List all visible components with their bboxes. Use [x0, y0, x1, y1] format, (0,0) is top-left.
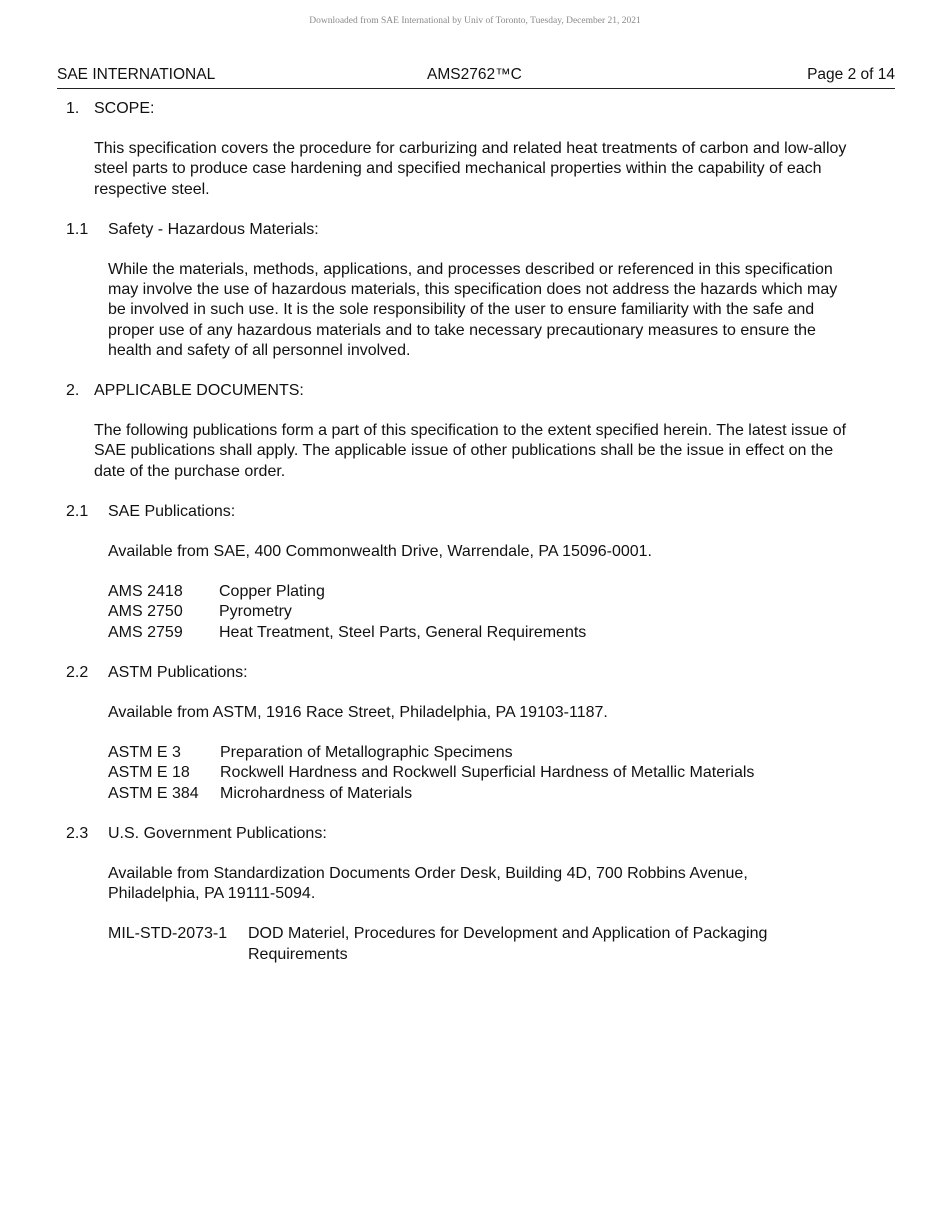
- reference-item: [108, 743, 950, 763]
- applicable-documents-paragraph: The following publications form a part of this specification to the extent specified herein. The latest issue of SAE publications shall apply. The applicable issue of other publications shall be the issue in effect on the date of the purchase order.: [94, 422, 847, 480]
- header-document-id: AMS2762™C: [427, 66, 522, 83]
- scope-paragraph: This specification covers the procedure for carburizing and related heat treatments of carbon and low-alloy steel parts to produce case hardening and specified mechanical properties within the capability of each respective steel.: [94, 140, 847, 198]
- astm-reference-list: [108, 743, 950, 804]
- reference-title: Heat Treatment, Steel Parts, General Requirements: [219, 623, 587, 641]
- safety-paragraph: While the materials, methods, applications, and processes described or referenced in this specification may involve the use of hazardous materials, this specification does not address the hazards which may be involved in such use. It is the sole responsibility of the user to ensure familiarity with the safe and proper use of any hazardous materials and to take necessary precautionary measures to ensure the health and safety of all personnel involved.: [108, 261, 838, 359]
- reference-title: Copper Plating: [219, 583, 325, 601]
- reference-title: Microhardness of Materials: [220, 784, 413, 802]
- government-reference-list: [108, 924, 950, 964]
- reference-item: [108, 784, 950, 804]
- section-heading-government-publications: [0, 824, 950, 844]
- section-number: 2.1: [66, 502, 89, 520]
- reference-title: Preparation of Metallographic Specimens: [220, 744, 513, 762]
- reference-code: ASTM E 18: [108, 764, 190, 782]
- sae-availability: Available from SAE, 400 Commonwealth Drive, Warrendale, PA 15096-0001.: [108, 543, 652, 561]
- reference-item: [108, 924, 950, 964]
- section-title: APPLICABLE DOCUMENTS:: [94, 382, 304, 400]
- section-number: 2.3: [66, 824, 89, 842]
- download-watermark: Downloaded from SAE International by Univ of Toronto, Tuesday, December 21, 2021: [309, 16, 641, 26]
- reference-code: AMS 2418: [108, 583, 183, 601]
- section-heading-applicable-documents: [0, 381, 950, 401]
- header-organization: SAE INTERNATIONAL: [57, 66, 216, 83]
- section-title: SAE Publications:: [108, 502, 236, 520]
- reference-code: AMS 2750: [108, 603, 183, 621]
- section-title: SCOPE:: [94, 100, 155, 117]
- reference-item: [108, 602, 950, 622]
- section-heading-scope: [0, 99, 950, 119]
- page-header: [57, 66, 895, 89]
- section-number: 1.: [66, 100, 80, 117]
- section-number: 2.2: [66, 663, 89, 681]
- reference-title: DOD Materiel, Procedures for Development and Application of Packaging Requirements: [248, 925, 768, 963]
- section-heading-sae-publications: [0, 502, 950, 522]
- reference-code: MIL-STD-2073-1: [108, 925, 228, 943]
- section-number: 2.: [66, 382, 80, 400]
- reference-title: Pyrometry: [219, 603, 292, 621]
- document-body: [0, 99, 950, 985]
- reference-item: [108, 763, 950, 783]
- header-page-number: Page 2 of 14: [807, 66, 895, 83]
- reference-code: ASTM E 3: [108, 744, 181, 762]
- reference-item: [108, 582, 950, 602]
- reference-item: [108, 623, 950, 643]
- section-title: U.S. Government Publications:: [108, 824, 327, 842]
- reference-code: ASTM E 384: [108, 784, 199, 802]
- reference-title: Rockwell Hardness and Rockwell Superficial Hardness of Metallic Materials: [220, 764, 755, 782]
- section-title: ASTM Publications:: [108, 663, 248, 681]
- section-title: Safety - Hazardous Materials:: [108, 220, 319, 238]
- reference-code: AMS 2759: [108, 623, 183, 641]
- section-heading-safety: [0, 220, 950, 240]
- sae-reference-list: [108, 582, 950, 643]
- astm-availability: Available from ASTM, 1916 Race Street, Philadelphia, PA 19103-1187.: [108, 704, 608, 722]
- section-heading-astm-publications: [0, 663, 950, 683]
- government-availability: Available from Standardization Documents Order Desk, Building 4D, 700 Robbins Avenue, Philadelphia, PA 19111-5094.: [108, 865, 748, 903]
- section-number: 1.1: [66, 220, 89, 238]
